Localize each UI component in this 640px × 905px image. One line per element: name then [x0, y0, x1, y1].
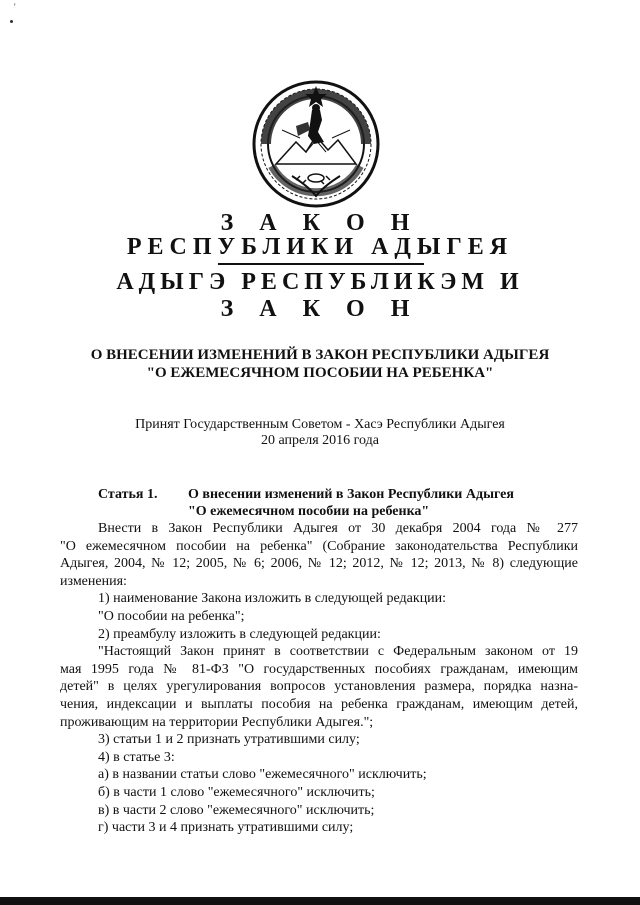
scan-bottom-edge	[0, 897, 640, 905]
coat-of-arms-emblem	[252, 80, 380, 208]
scan-mark: '	[14, 2, 16, 12]
body-line: б) в части 1 слово "ежемесячного" исключить;	[98, 784, 375, 800]
body-line: детей" в целях урегулирования вопросов установления размера, порядка назна-	[60, 679, 578, 695]
body-line: Внести в Закон Республики Адыгея от 30 декабря 2004 года № 277	[98, 521, 578, 536]
article-label: Статья 1.	[98, 487, 158, 502]
title-adyghe-republic: АДЫГЭ РЕСПУБЛИКЭМ И	[116, 269, 524, 295]
title-divider	[218, 263, 424, 265]
article-heading	[98, 486, 578, 520]
adoption-date: 20 апреля 2016 года	[261, 433, 379, 448]
title-zakon: З А К О Н	[220, 210, 420, 236]
adopted-by: Принят Государственным Советом - Хасэ Республики Адыгея	[135, 417, 505, 432]
body-line: "Настоящий Закон принят в соответствии с Федеральным законом от 19	[98, 644, 578, 660]
body-line: а) в названии статьи слово "ежемесячного" исключить;	[98, 767, 427, 783]
body-line: 2) преамбулу изложить в следующей редакции:	[98, 626, 381, 642]
article-title-line1: О внесении изменений в Закон Республики Адыгея	[188, 487, 514, 502]
body-line: "О пособии на ребенка";	[98, 608, 245, 624]
body-line: в) в части 2 слово "ежемесячного" исключить;	[98, 802, 375, 818]
body-line: чения, индексации и выплаты пособия на ребенка гражданам, имеющим детей,	[60, 696, 578, 712]
article-body	[60, 520, 578, 837]
scan-speck	[10, 20, 13, 23]
body-line: 1) наименование Закона изложить в следующей редакции:	[98, 591, 447, 607]
body-line: мая 1995 года № 81-ФЗ "О государственных пособиях гражданам, имеющим	[60, 661, 578, 677]
law-subject-line1: О ВНЕСЕНИИ ИЗМЕНЕНИЙ В ЗАКОН РЕСПУБЛИКИ АДЫГЕЯ	[90, 347, 550, 363]
body-line: изменения:	[60, 573, 127, 589]
body-line: 3) статьи 1 и 2 признать утратившими силу;	[98, 732, 360, 748]
law-subject-line2: "О ЕЖЕМЕСЯЧНОМ ПОСОБИИ НА РЕБЕНКА"	[146, 365, 494, 381]
body-line: "О ежемесячном пособии на ребенка" (Собрание законодательства Республики	[60, 538, 578, 554]
article-title-line2: "О ежемесячном пособии на ребенка"	[188, 504, 430, 519]
body-line: проживающим на территории Республики Адыгея.";	[60, 714, 374, 730]
body-line: Адыгея, 2004, № 12; 2005, № 6; 2006, № 12; 2012, № 12; 2013, № 8) следующие	[60, 556, 578, 572]
title-adyghe-zakon: З А К О Н	[220, 296, 420, 322]
body-line: г) части 3 и 4 признать утратившими силу;	[98, 820, 354, 836]
body-line: 4) в статье 3:	[98, 749, 175, 765]
title-republic: РЕСПУБЛИКИ АДЫГЕЯ	[126, 234, 514, 260]
